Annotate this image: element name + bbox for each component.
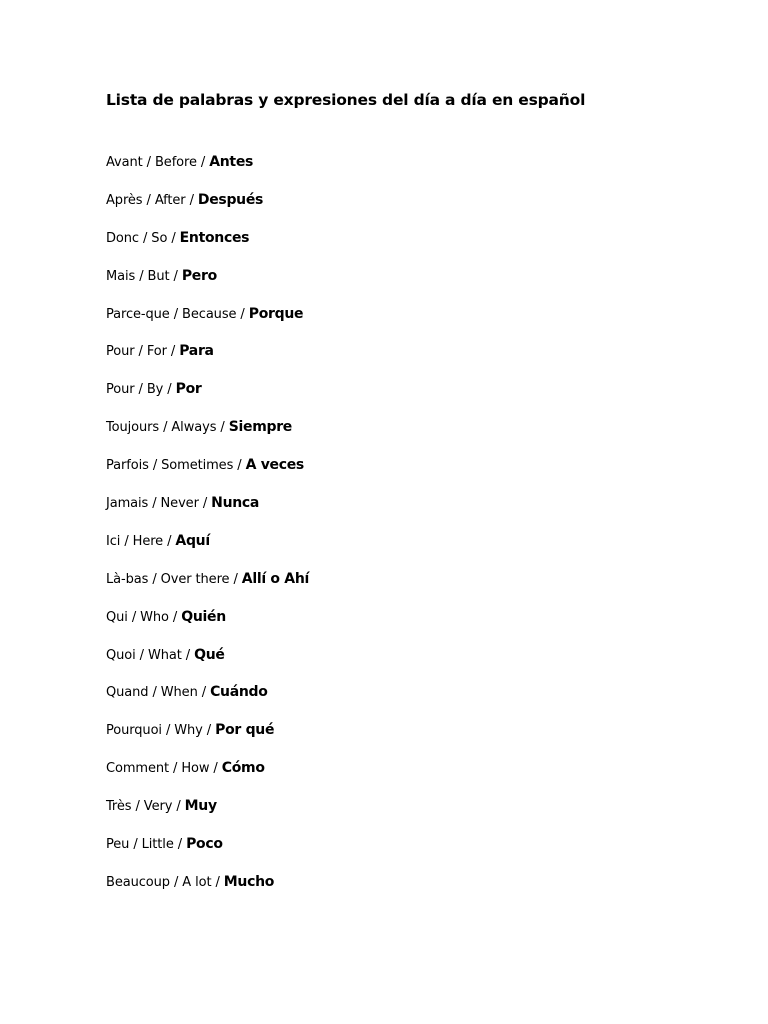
french-english-terms: Pourquoi / Why / (106, 723, 216, 739)
french-english-terms: Peu / Little / (106, 837, 187, 853)
french-english-terms: Parfois / Sometimes / (106, 458, 246, 474)
spanish-term: Aquí (175, 532, 210, 549)
spanish-term: A veces (245, 457, 304, 474)
spanish-term: Después (197, 191, 264, 208)
list-item (106, 680, 309, 718)
list-item (106, 377, 309, 415)
spanish-term: Entonces (179, 229, 250, 246)
spanish-term: Cuándo (210, 684, 268, 701)
french-english-terms: Mais / But / (106, 268, 182, 284)
french-english-terms: Quoi / What / (106, 647, 195, 663)
spanish-term: Nunca (211, 495, 260, 512)
spanish-term: Por (175, 381, 202, 398)
list-item (106, 188, 309, 226)
list-item (106, 605, 309, 643)
french-english-terms: Beaucoup / A lot / (106, 874, 224, 890)
spanish-term: Poco (186, 836, 223, 853)
spanish-term: Mucho (223, 873, 275, 890)
french-english-terms: Là-bas / Over there / (106, 571, 242, 587)
french-english-terms: Ici / Here / (106, 533, 176, 549)
french-english-terms: Qui / Who / (106, 609, 182, 625)
spanish-term: Quién (181, 608, 226, 625)
list-item (106, 643, 309, 681)
french-english-terms: Comment / How / (106, 761, 222, 777)
french-english-terms: Avant / Before / (106, 155, 210, 170)
french-english-terms: Après / After / (106, 192, 198, 208)
list-item (106, 302, 309, 340)
list-item (106, 832, 309, 870)
spanish-term: Cómo (221, 760, 265, 777)
list-item (106, 264, 309, 302)
list-item (106, 339, 309, 377)
list-item (106, 453, 309, 491)
vocabulary-list (106, 150, 309, 908)
list-item (106, 150, 309, 188)
list-item (106, 415, 309, 453)
list-item (106, 756, 309, 794)
list-item (106, 529, 309, 567)
french-english-terms: Parce-que / Because / (106, 306, 249, 322)
list-item (106, 794, 309, 832)
french-english-terms: Très / Very / (106, 799, 185, 815)
french-english-terms: Toujours / Always / (106, 420, 229, 436)
spanish-term: Qué (194, 646, 225, 663)
french-english-terms: Quand / When / (106, 685, 211, 701)
french-english-terms: Pour / For / (106, 344, 180, 360)
french-english-terms: Jamais / Never / (106, 496, 212, 512)
list-item (106, 567, 309, 605)
list-item (106, 491, 309, 529)
spanish-term: Allí o Ahí (241, 570, 309, 587)
spanish-term: Antes (209, 154, 254, 170)
list-item (106, 718, 309, 756)
spanish-term: Muy (184, 798, 217, 815)
spanish-term: Por qué (215, 722, 275, 739)
spanish-term: Porque (248, 305, 304, 322)
spanish-term: Para (179, 343, 214, 360)
list-item (106, 870, 309, 908)
page-title: Lista de palabras y expresiones del día a día en español (106, 91, 586, 109)
spanish-term: Pero (181, 267, 217, 284)
spanish-term: Siempre (228, 419, 293, 436)
french-english-terms: Pour / By / (106, 382, 176, 398)
list-item (106, 226, 309, 264)
french-english-terms: Donc / So / (106, 230, 180, 246)
